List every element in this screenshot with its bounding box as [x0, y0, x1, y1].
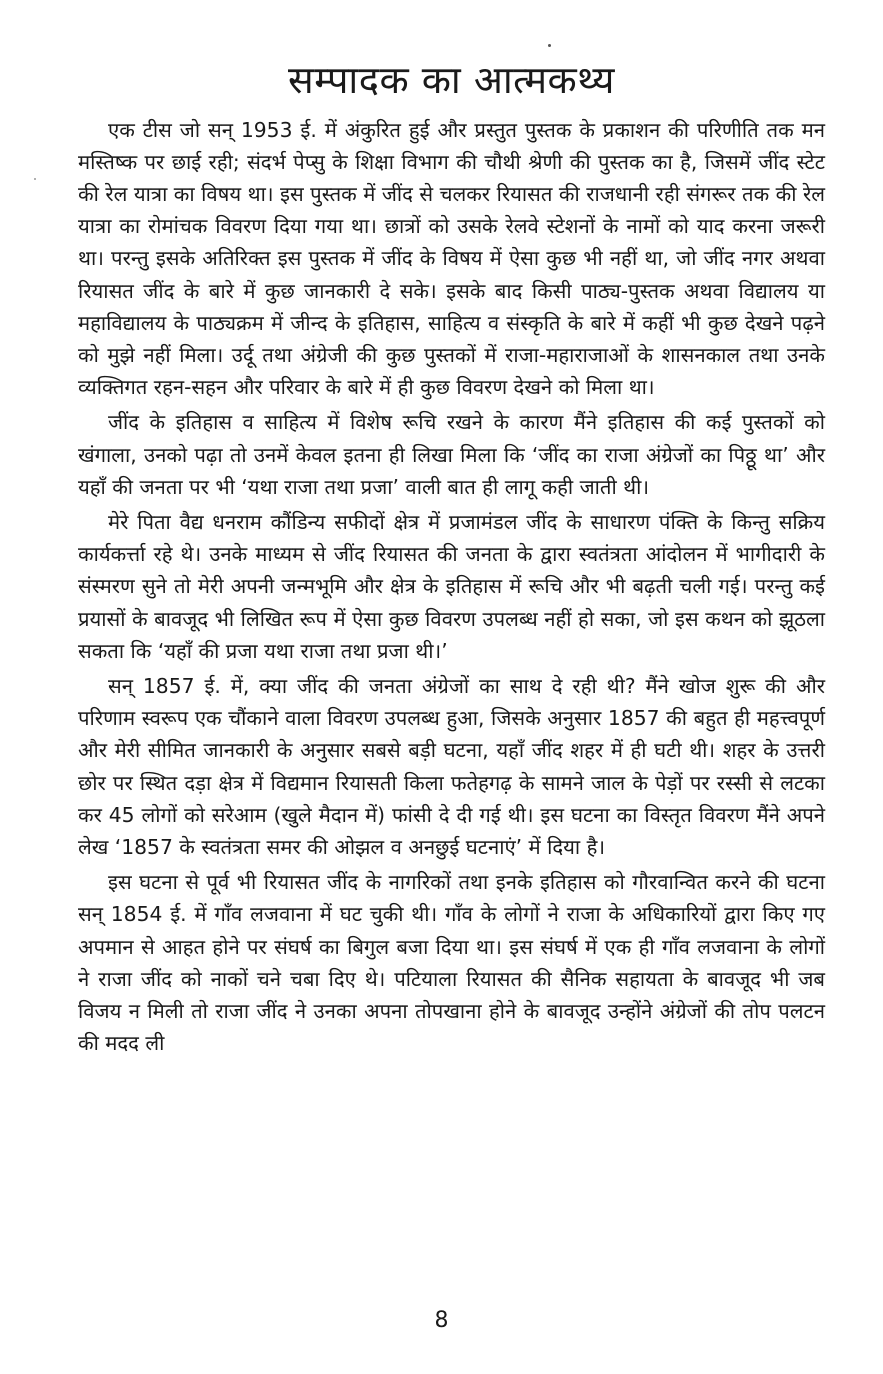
paragraph-4: सन् 1857 ई. में, क्या जींद की जनता अंग्रेजों का साथ दे रही थी? मैंने खोज शुरू की और परिणाम स्वरूप एक चौंकाने वाला विवरण उपलब्ध हुआ, जिसके अनुसार 1857 की बहुत ही महत्त्वपूर्ण और मेरी सीमित जानकारी के अनुसार सबसे बड़ी घटना, यहाँ जींद शहर में ही घटी थी। शहर के उत्तरी छोर पर स्थित दड़ा क्षेत्र में विद्यमान रियासती किला फतेहगढ़ के सामने जाल के पेड़ों पर रस्सी से लटका कर 45 लोगों को सरेआम (खुले मैदान में) फांसी दे दी गई थी। इस घटना का विस्तृत विवरण मैंने अपने लेख ‘1857 के स्वतंत्रता समर की ओझल व अनछुई घटनाएं’ में दिया है।	[78, 674, 825, 860]
paragraph-1: एक टीस जो सन् 1953 ई. में अंकुरित हुई और प्रस्तुत पुस्तक के प्रकाशन की परिणीति तक मन मस्तिष्क पर छाई रही; संदर्भ पेप्सु के शिक्षा विभाग की चौथी श्रेणी की पुस्तक का है, जिसमें जींद स्टेट की रेल यात्रा का विषय था। इस पुस्तक में जींद से चलकर रियासत की राजधानी रही संगरूर तक की रेल यात्रा का रोमांचक विवरण दिया गया था। छात्रों को उसके रेलवे स्टेशनों के नामों को याद करना जरूरी था। परन्तु इसके अतिरिक्त इस पुस्तक में जींद के विषय में ऐसा कुछ भी नहीं था, जो जींद नगर अथवा रियासत जींद के बारे में कुछ जानकारी दे सके। इसके बाद किसी पाठ्य-पुस्तक अथवा विद्यालय या महाविद्यालय के पाठ्यक्रम में जीन्द के इतिहास, साहित्य व संस्कृति के बारे में कहीं भी कुछ देखने पढ़ने को मुझे नहीं मिला। उर्दू तथा अंग्रेजी की कुछ पुस्तकों में राजा-महाराजाओं के शासनकाल तथा उनके व्यक्तिगत रहन-सहन और परिवार के बारे में ही कुछ विवरण देखने को मिला था।	[78, 117, 825, 400]
paragraph-5: इस घटना से पूर्व भी रियासत जींद के नागरिकों तथा इनके इतिहास को गौरवान्वित करने की घटना सन् 1854 ई. में गाँव लजवाना में घट चुकी थी। गाँव के लोगों ने राजा के अधिकारियों द्वारा किए गए अपमान से आहत होने पर संघर्ष का बिगुल बजा दिया था। इस संघर्ष में एक ही गाँव लजवाना के लोगों ने राजा जींद को नाकों चने चबा दिए थे। पटियाला रियासत की सैनिक सहायता के बावजूद भी जब विजय न मिली तो राजा जींद ने उनका अपना तोपखाना होने के बावजूद उन्होंने अंग्रेजों की तोप पलटन की मदद ली	[78, 870, 825, 1056]
paragraph-3: मेरे पिता वैद्य धनराम कौंडिन्य सफीदों क्षेत्र में प्रजामंडल जींद के साधारण पंक्ति के किन्तु सक्रिय कार्यकर्त्ता रहे थे। उनके माध्यम से जींद रियासत की जनता के द्वारा स्वतंत्रता आंदोलन में भागीदारी के संस्मरण सुने तो मेरी अपनी जन्मभूमि और क्षेत्र के इतिहास में रूचि और भी बढ़ती चली गई। परन्तु कई प्रयासों के बावजूद भी लिखित रूप में ऐसा कुछ विवरण उपलब्ध नहीं हो सका, जो इस कथन को झूठला सकता कि ‘यहाँ की प्रजा यथा राजा तथा प्रजा थी।’	[78, 510, 825, 663]
body-text	[78, 114, 825, 1060]
scan-speck	[34, 178, 36, 180]
paragraph-2: जींद के इतिहास व साहित्य में विशेष रूचि रखने के कारण मैंने इतिहास की कई पुस्तकों को खंगाला, उनको पढ़ा तो उनमें केवल इतना ही लिखा मिला कि ‘जींद का राजा अंग्रेजों का पिठ्ठू था’ और यहाँ की जनता पर भी ‘यथा राजा तथा प्रजा’ वाली बात ही लागू कही जाती थी।	[78, 410, 825, 499]
scan-speck	[548, 44, 551, 47]
page-title: सम्पादक का आत्मकथ्य	[288, 58, 615, 102]
page-number: 8	[434, 1308, 449, 1333]
